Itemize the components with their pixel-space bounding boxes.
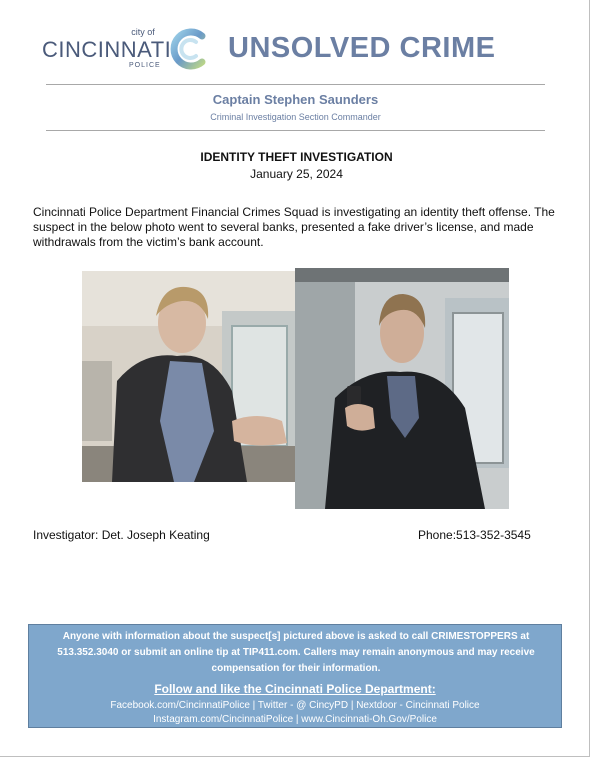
social-links-line-2[interactable]: Instagram.com/CincinnatiPolice | www.Cincinnati-Oh.Gov/Police xyxy=(153,714,437,725)
suspect-photo-2 xyxy=(295,268,509,509)
page-headline: UNSOLVED CRIME xyxy=(228,32,496,64)
investigator-phone: Phone:513-352-3545 xyxy=(418,528,531,542)
captain-title: Criminal Investigation Section Commander xyxy=(210,112,381,122)
case-date: January 25, 2024 xyxy=(250,167,343,181)
crimestoppers-info-box xyxy=(28,624,562,728)
case-description: Cincinnati Police Department Financial Crimes Squad is investigating an identity theft offense. The suspect in the below photo went to several banks, presented a fake driver’s license, and made withdrawals from the victim’s bank account. xyxy=(33,205,555,249)
bottom-divider xyxy=(46,130,545,131)
investigator-name: Investigator: Det. Joseph Keating xyxy=(33,528,210,542)
suspect-photo-1 xyxy=(82,271,295,482)
case-title: IDENTITY THEFT INVESTIGATION xyxy=(200,150,393,164)
logo-sub: POLICE xyxy=(129,62,161,69)
follow-heading: Follow and like the Cincinnati Police Department: xyxy=(154,682,436,696)
social-links-line-1[interactable]: Facebook.com/CincinnatiPolice | Twitter - @ CincyPD | Nextdoor - Cincinnati Police xyxy=(110,700,480,711)
top-divider xyxy=(46,84,545,85)
cincinnati-c-logo-icon xyxy=(166,26,212,72)
cincinnati-police-logo xyxy=(42,26,212,72)
logo-city-of: city of xyxy=(131,27,155,37)
logo-wordmark: CINCINNATI xyxy=(42,37,172,62)
captain-name: Captain Stephen Saunders xyxy=(212,92,379,107)
tip-text: Anyone with information about the suspect[s] pictured above is asked to call CRIMESTOPPERS at 513.352.3040 or submit an online tip at TIP411.com. Callers may remain anonymous and may receive compensation for their information. xyxy=(57,631,535,674)
